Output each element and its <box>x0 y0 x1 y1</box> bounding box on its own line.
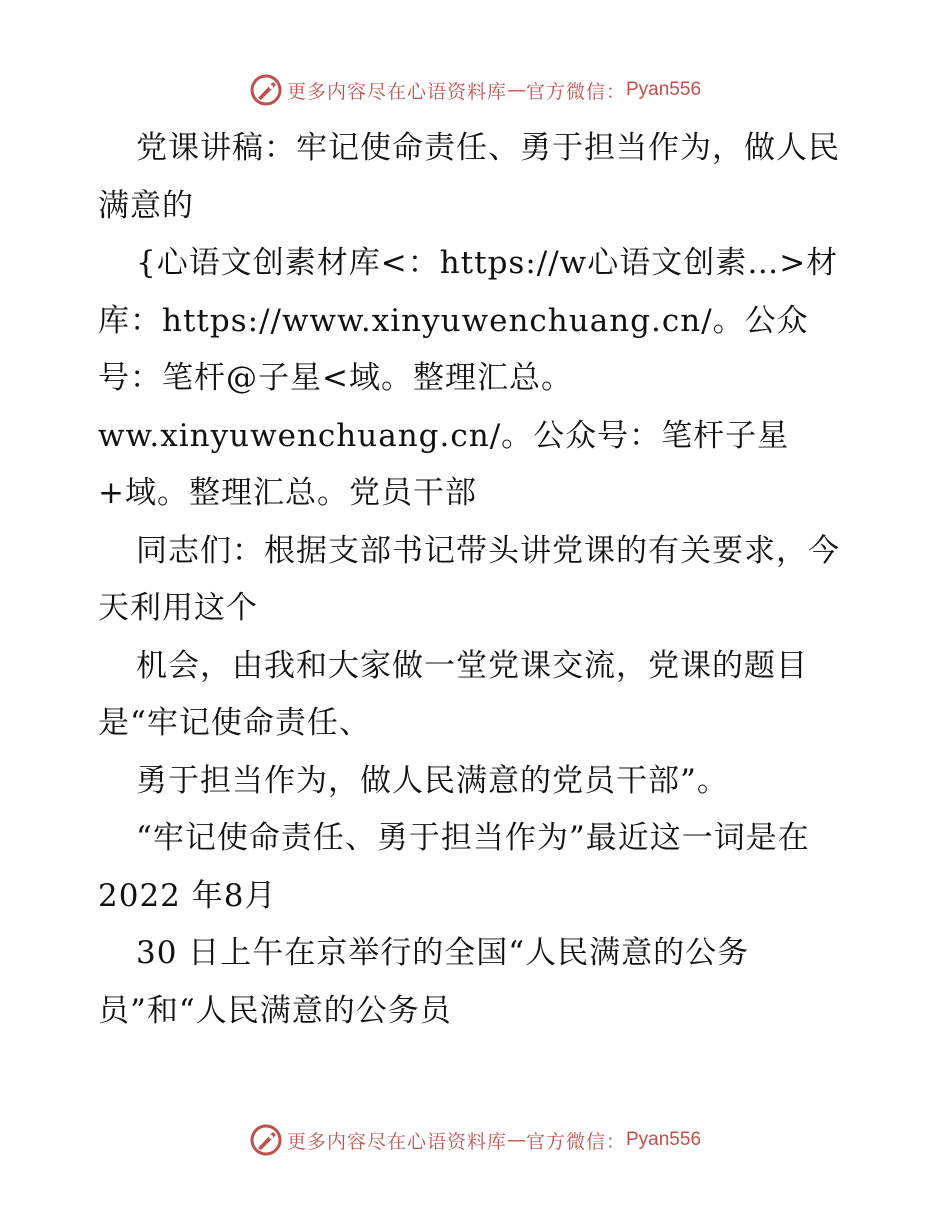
watermark-account: 官方微信： <box>525 80 626 103</box>
paragraph: 勇于担当作为，做人民满意的党员干部”。 <box>136 762 729 799</box>
paragraph: {心语文创素材库<：https://w心语文创素…>材库：https://www.xinyuwenchuang.cn/。公众号：笔杆@子星<域。整理汇总。 <box>98 245 839 396</box>
watermark-id: Pyan556 <box>626 79 702 100</box>
watermark-separator: — <box>506 79 526 101</box>
watermark-separator: — <box>506 1129 526 1151</box>
footer-watermark <box>0 1118 950 1162</box>
watermark-account: 官方微信： <box>525 1130 626 1153</box>
paragraph: 同志们：根据支部书记带头讲党课的有关要求，今天利用这个 <box>98 532 840 626</box>
paragraph: 30 日上午在京举行的全国“人民满意的公务员”和“人民满意的公务员 <box>98 935 750 1029</box>
pen-logo-icon <box>249 1123 283 1157</box>
paragraph: ww.xinyuwenchuang.cn/。公众号：笔杆子星+域。整理汇总。党员干部 <box>98 417 790 511</box>
header-watermark <box>0 68 950 112</box>
document-body <box>98 120 858 1040</box>
paragraph: 党课讲稿：牢记使命责任、勇于担当作为，做人民满意的 <box>98 130 840 224</box>
pen-logo-icon <box>249 73 283 107</box>
paragraph: 机会，由我和大家做一堂党课交流，党课的题目是“牢记使命责任、 <box>98 647 808 741</box>
paragraph: “牢记使命责任、勇于担当作为”最近这一词是在 2022 年8月 <box>98 820 810 914</box>
watermark-id: Pyan556 <box>626 1129 702 1150</box>
watermark-text: 更多内容尽在心语资料库 <box>286 80 507 103</box>
watermark-text: 更多内容尽在心语资料库 <box>286 1130 507 1153</box>
